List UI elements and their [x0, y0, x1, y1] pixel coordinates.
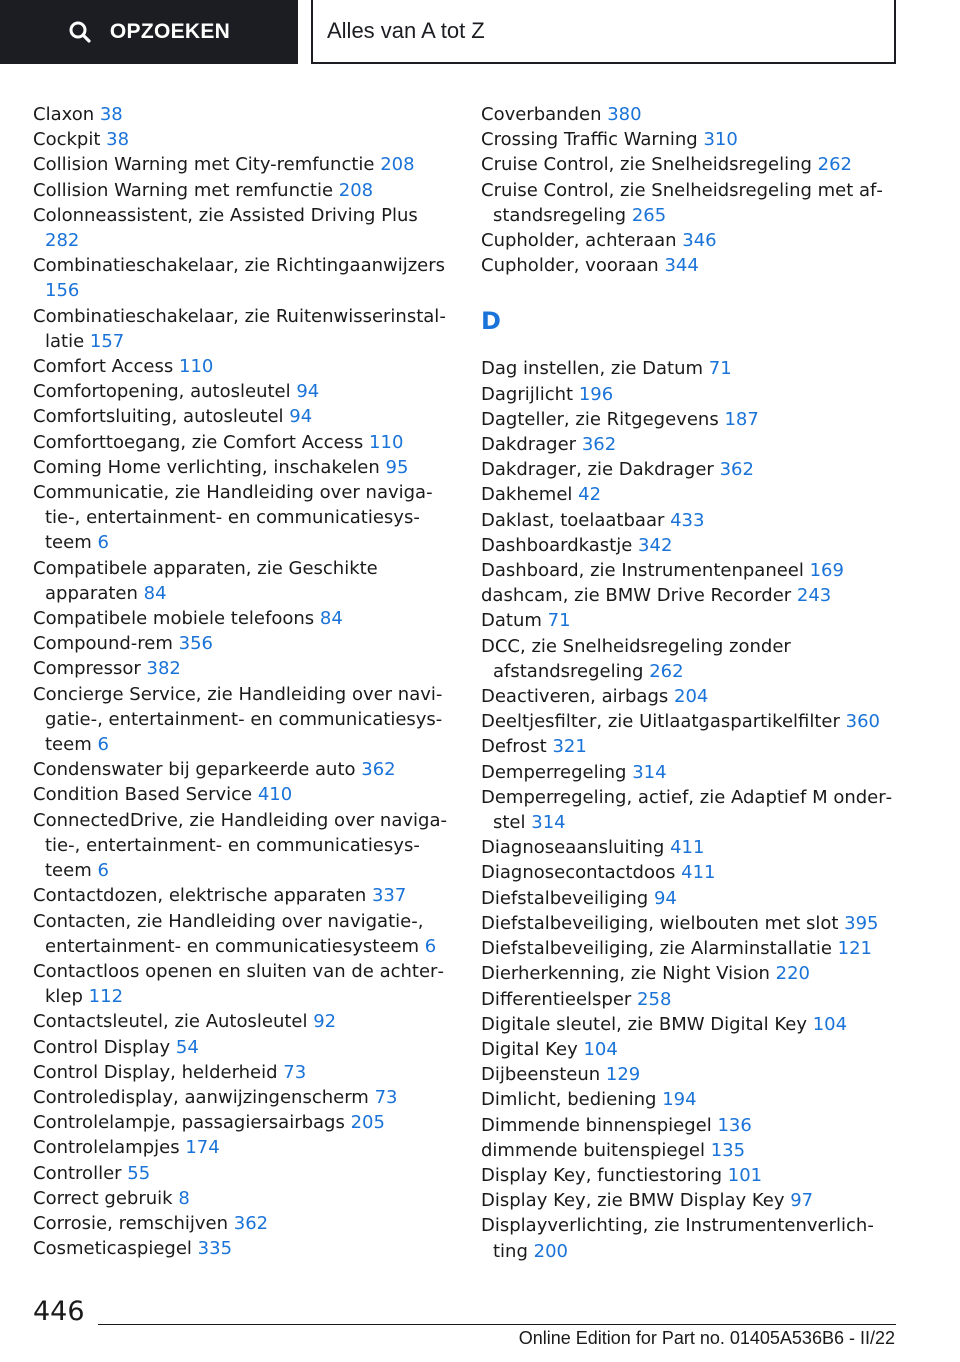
- edition-text: Online Edition for Part no. 01405A536B6 - II/22: [518, 1328, 895, 1348]
- page-link[interactable]: 129: [605, 1064, 641, 1086]
- entry-text: Digital Key: [481, 1038, 578, 1060]
- page-link[interactable]: 314: [632, 761, 667, 783]
- search-tab[interactable]: [0, 0, 298, 64]
- entry-text: Contacten, zie Handleiding over navigatie-, entertainment- en communicatiesysteem: [33, 910, 424, 957]
- index-entry: [481, 382, 896, 407]
- page-link[interactable]: 135: [710, 1139, 746, 1161]
- index-entry: [481, 127, 896, 152]
- page-link[interactable]: 194: [662, 1089, 697, 1111]
- entry-text: Compressor: [33, 658, 141, 680]
- entry-text: Collision Warning met City-remfunctie: [33, 154, 375, 176]
- entry-text: Corrosie, remschijven: [33, 1212, 229, 1234]
- page-link[interactable]: 94: [289, 406, 313, 428]
- index-entry: [33, 1161, 448, 1186]
- page-link[interactable]: 208: [380, 154, 415, 176]
- page-link[interactable]: 243: [796, 585, 832, 607]
- footer-divider: [98, 1324, 896, 1325]
- index-entry: [33, 631, 448, 656]
- page-link[interactable]: 335: [197, 1238, 233, 1260]
- entry-text: Combinatieschakelaar, zie Ruitenwisserinstallatie: [33, 305, 446, 352]
- topic-tab[interactable]: [311, 0, 896, 64]
- entry-text: Comforttoegang, zie Comfort Access: [33, 431, 364, 453]
- page-link[interactable]: 101: [727, 1164, 763, 1186]
- page-link[interactable]: 220: [775, 963, 810, 985]
- page-link[interactable]: 42: [578, 484, 602, 506]
- entry-text: Deactiveren, airbags: [481, 686, 669, 708]
- entry-text: Display Key, functiestoring: [481, 1164, 723, 1186]
- topic-tab-label: Alles van A tot Z: [327, 18, 485, 43]
- entry-text: Concierge Service, zie Handleiding over navigatie-, entertainment- en communicatiesysteem: [33, 683, 443, 756]
- entry-text: Dimlicht, bediening: [481, 1089, 657, 1111]
- index-entry: [33, 127, 448, 152]
- index-entry: [33, 883, 448, 908]
- page-link[interactable]: 84: [143, 582, 167, 604]
- index-entry: [33, 1060, 448, 1085]
- index-entry: [33, 556, 448, 606]
- entry-text: Collision Warning met remfunctie: [33, 179, 334, 201]
- page-link[interactable]: 360: [845, 711, 881, 733]
- page-link[interactable]: 382: [146, 658, 181, 680]
- page-link[interactable]: 104: [812, 1013, 848, 1035]
- index-entry: [33, 1035, 448, 1060]
- page-link[interactable]: 97: [790, 1190, 814, 1212]
- page-link[interactable]: 282: [45, 230, 80, 252]
- index-entry: [481, 684, 896, 709]
- index-entry: [33, 404, 448, 429]
- entry-text: Contactloos openen en sluiten van de achterklep: [33, 960, 444, 1008]
- index-entry: [33, 102, 448, 127]
- page-link[interactable]: 411: [670, 837, 705, 859]
- entry-text: Dimmende binnenspiegel: [481, 1114, 712, 1136]
- index-entry: [481, 558, 896, 583]
- page-link[interactable]: 71: [547, 610, 571, 632]
- page-link[interactable]: 362: [361, 759, 396, 781]
- entry-text: Cruise Control, zie Snelheidsregeling: [481, 154, 812, 176]
- page-link[interactable]: 94: [296, 381, 320, 403]
- section-letter-heading: D: [481, 307, 501, 336]
- page-link[interactable]: 38: [106, 129, 130, 151]
- page-link[interactable]: 54: [175, 1036, 199, 1058]
- entry-text: Comfortopening, autosleutel: [33, 381, 291, 403]
- page-link[interactable]: 258: [637, 988, 672, 1010]
- entry-text: Claxon: [33, 104, 95, 125]
- page-link[interactable]: 321: [552, 736, 587, 758]
- entry-text: Condition Based Service: [33, 784, 253, 806]
- entry-text: Dierherkenning, zie Night Vision: [481, 963, 770, 985]
- page-link[interactable]: 337: [371, 885, 407, 907]
- page-link[interactable]: 344: [664, 255, 699, 277]
- page-link[interactable]: 362: [581, 434, 617, 456]
- entry-text: Datum: [481, 610, 542, 632]
- index-entry: [481, 1062, 896, 1087]
- index-entry: [33, 178, 448, 203]
- entry-text: Daklast, toelaatbaar: [481, 509, 665, 531]
- page-link[interactable]: 395: [844, 912, 879, 934]
- entry-text: Condenswater bij geparkeerde auto: [33, 759, 356, 781]
- page-link[interactable]: 200: [533, 1240, 568, 1262]
- index-entry: [33, 1211, 448, 1236]
- page-link[interactable]: 73: [283, 1061, 307, 1083]
- entry-text: Compatibele mobiele telefoons: [33, 608, 315, 630]
- index-entry: [33, 808, 448, 884]
- entry-text: Comfort Access: [33, 356, 174, 378]
- entry-text: Colonneassistent, zie Assisted Driving Plus: [33, 204, 418, 226]
- page-link[interactable]: 433: [670, 509, 705, 531]
- index-entry: [33, 152, 448, 177]
- index-entry: [33, 682, 448, 758]
- page-link[interactable]: 94: [653, 887, 677, 909]
- search-tab-label: OPZOEKEN: [109, 20, 231, 43]
- entry-text: Comfortsluiting, autosleutel: [33, 406, 284, 428]
- entry-text: Coming Home verlichting, inschakelen: [33, 456, 380, 478]
- index-entry: [33, 203, 448, 253]
- index-entry: [481, 152, 896, 177]
- entry-text: Control Display: [33, 1036, 171, 1058]
- entry-text: Controledisplay, aanwijzingenscherm: [33, 1086, 369, 1108]
- page-link[interactable]: 92: [313, 1011, 337, 1033]
- index-column-right: [481, 102, 896, 1264]
- index-entry: [33, 480, 448, 556]
- index-entry: [481, 785, 896, 835]
- page-link[interactable]: 411: [681, 862, 716, 884]
- entry-text: Differentieelsper: [481, 988, 632, 1010]
- index-entry: [33, 1085, 448, 1110]
- index-entry: [33, 959, 448, 1009]
- page-link[interactable]: 6: [424, 935, 437, 957]
- entry-text: Demperregeling: [481, 761, 627, 783]
- entry-text: Controlelampje, passagiersairbags: [33, 1112, 345, 1134]
- entry-text: Defrost: [481, 736, 547, 758]
- entry-text: Deeltjesfilter, zie Uitlaatgaspartikelfilter: [481, 711, 840, 733]
- entry-text: Dashboard, zie Instrumentenpaneel: [481, 560, 804, 582]
- page-link[interactable]: 410: [257, 784, 293, 806]
- page-link[interactable]: 110: [179, 356, 214, 378]
- page-link[interactable]: 356: [178, 633, 213, 655]
- page-link[interactable]: 310: [703, 129, 738, 151]
- entry-text: Dashboardkastje: [481, 534, 633, 556]
- index-entry: [481, 1163, 896, 1188]
- page-link[interactable]: 6: [97, 734, 109, 756]
- index-entry: [481, 102, 896, 127]
- index-entry: [481, 860, 896, 885]
- index-column-left: [33, 102, 448, 1261]
- page-link[interactable]: 95: [385, 456, 409, 478]
- index-entry: [481, 1012, 896, 1037]
- page-link[interactable]: 342: [638, 534, 673, 556]
- page-link[interactable]: 380: [607, 104, 642, 125]
- index-entry: [481, 482, 896, 507]
- entry-text: Dijbeensteun: [481, 1064, 601, 1086]
- index-entry: [33, 606, 448, 631]
- page-link[interactable]: 110: [369, 431, 404, 453]
- index-entry: [481, 457, 896, 482]
- page-link[interactable]: 8: [178, 1187, 190, 1209]
- index-entry: [33, 253, 448, 303]
- entry-text: Demperregeling, actief, zie Adaptief M onderstel: [481, 786, 893, 834]
- entry-text: Dagrijlicht: [481, 383, 574, 405]
- entry-text: Controller: [33, 1162, 122, 1184]
- index-entry: [481, 178, 896, 228]
- page-link[interactable]: 314: [531, 812, 566, 834]
- page-link[interactable]: 262: [817, 154, 853, 176]
- page-link[interactable]: 265: [631, 204, 667, 226]
- page-link[interactable]: 136: [717, 1114, 752, 1136]
- index-entry: [481, 253, 896, 278]
- entry-text: Cruise Control, zie Snelheidsregeling met afstandsregeling: [481, 179, 883, 226]
- magnifier-icon: [68, 20, 92, 44]
- page-link[interactable]: 208: [338, 179, 374, 201]
- page-link[interactable]: 121: [837, 938, 873, 960]
- entry-text: Cupholder, achteraan: [481, 230, 677, 252]
- index-entry: [481, 608, 896, 633]
- entry-text: Dakhemel: [481, 484, 573, 506]
- entry-text: Cupholder, vooraan: [481, 255, 659, 277]
- index-entry: [481, 760, 896, 785]
- entry-text: Contactdozen, elektrische apparaten: [33, 885, 367, 907]
- index-entry: [481, 508, 896, 533]
- page-link[interactable]: 346: [682, 230, 717, 252]
- entry-text: Control Display, helderheid: [33, 1061, 278, 1083]
- entry-text: DCC, zie Snelheidsregeling zonder afstandsregeling: [481, 635, 791, 682]
- index-entry: [33, 1186, 448, 1211]
- entry-text: Communicatie, zie Handleiding over navigatie-, entertainment- en communicatiesysteem: [33, 482, 433, 554]
- entry-text: Dakdrager: [481, 434, 577, 456]
- entry-text: Diefstalbeveiliging, zie Alarminstallatie: [481, 938, 832, 960]
- index-entry: [481, 987, 896, 1012]
- entry-text: Combinatieschakelaar, zie Richtingaanwijzers: [33, 255, 446, 277]
- page-link[interactable]: 157: [89, 330, 125, 352]
- entry-text: Compatibele apparaten, zie Geschikte apparaten: [33, 557, 378, 604]
- index-entry: [481, 228, 896, 253]
- page-link[interactable]: 84: [319, 608, 343, 630]
- page-link[interactable]: 187: [724, 408, 759, 430]
- page-link[interactable]: 174: [185, 1137, 220, 1159]
- page-link[interactable]: 104: [583, 1038, 618, 1060]
- page-link[interactable]: 169: [809, 560, 844, 582]
- index-entry: [481, 835, 896, 860]
- index-entry: [33, 757, 448, 782]
- page-link[interactable]: 73: [374, 1086, 398, 1108]
- entry-text: Crossing Traffic Warning: [481, 129, 698, 151]
- entry-text: ConnectedDrive, zie Handleiding over navigatie-, entertainment- en communicatiesysteem: [33, 809, 447, 882]
- index-entry: [481, 432, 896, 457]
- entry-text: Dakdrager, zie Dakdrager: [481, 459, 714, 481]
- index-entry: [481, 709, 896, 734]
- index-entry: [33, 455, 448, 480]
- index-entry: [33, 1009, 448, 1034]
- index-entry: [33, 304, 448, 354]
- page-link[interactable]: 362: [719, 459, 754, 481]
- index-entry: [33, 379, 448, 404]
- entry-text: Compound-rem: [33, 633, 173, 655]
- page-link[interactable]: 204: [674, 686, 709, 708]
- index-entry: [481, 734, 896, 759]
- index-entry: [481, 1188, 896, 1213]
- entry-text: Diefstalbeveiliging: [481, 887, 649, 909]
- index-entry: [481, 1138, 896, 1163]
- index-entry: [481, 533, 896, 558]
- index-entry: [33, 656, 448, 681]
- entry-text: Cosmeticaspiegel: [33, 1238, 192, 1260]
- entry-text: Digitale sleutel, zie BMW Digital Key: [481, 1013, 807, 1035]
- index-entry: [33, 782, 448, 807]
- index-entry: [33, 909, 448, 959]
- index-entry: [33, 1135, 448, 1160]
- entry-text: Dagteller, zie Ritgegevens: [481, 408, 719, 430]
- index-entry: [481, 886, 896, 911]
- entry-text: dashcam, zie BMW Drive Recorder: [481, 585, 792, 607]
- entry-text: Displayverlichting, zie Instrumentenverlichting: [481, 1215, 874, 1262]
- index-entry: [481, 1087, 896, 1112]
- index-entry: [33, 354, 448, 379]
- index-entry: [481, 583, 896, 608]
- index-entry: [481, 1213, 896, 1263]
- index-entry: [33, 1110, 448, 1135]
- entry-text: Display Key, zie BMW Display Key: [481, 1190, 785, 1212]
- index-entry: [481, 356, 896, 381]
- page-link[interactable]: 71: [708, 358, 732, 380]
- entry-text: Cockpit: [33, 129, 101, 151]
- page-link[interactable]: 55: [127, 1162, 151, 1184]
- page-link[interactable]: 362: [233, 1212, 269, 1234]
- page-link[interactable]: 205: [350, 1112, 385, 1134]
- index-entry: [481, 961, 896, 986]
- index-entry: [33, 1236, 448, 1261]
- page-link[interactable]: 262: [649, 660, 684, 682]
- index-entry: [481, 1113, 896, 1138]
- entry-text: Dag instellen, zie Datum: [481, 358, 704, 380]
- index-entry: [481, 936, 896, 961]
- index-entry: [481, 911, 896, 936]
- entry-text: Diagnosecontactdoos: [481, 862, 676, 884]
- page-link[interactable]: 38: [99, 104, 123, 125]
- entry-text: Contactsleutel, zie Autosleutel: [33, 1011, 308, 1033]
- page-link[interactable]: 6: [97, 860, 109, 882]
- entry-text: Controlelampjes: [33, 1137, 180, 1159]
- entry-text: Correct gebruik: [33, 1187, 173, 1209]
- index-entry: [481, 634, 896, 684]
- index-entry: [481, 1037, 896, 1062]
- entry-text: Diefstalbeveiliging, wielbouten met slot: [481, 912, 839, 934]
- entry-text: dimmende buitenspiegel: [481, 1139, 705, 1161]
- page-link[interactable]: 196: [578, 383, 614, 405]
- page-link[interactable]: 156: [45, 280, 80, 302]
- index-entry: [33, 430, 448, 455]
- entry-text: Coverbanden: [481, 104, 602, 125]
- page-link[interactable]: 112: [88, 986, 124, 1008]
- page-link[interactable]: 6: [97, 532, 109, 554]
- entry-text: Diagnoseaansluiting: [481, 837, 665, 859]
- index-entry: [481, 407, 896, 432]
- page-number: 446: [33, 1296, 85, 1327]
